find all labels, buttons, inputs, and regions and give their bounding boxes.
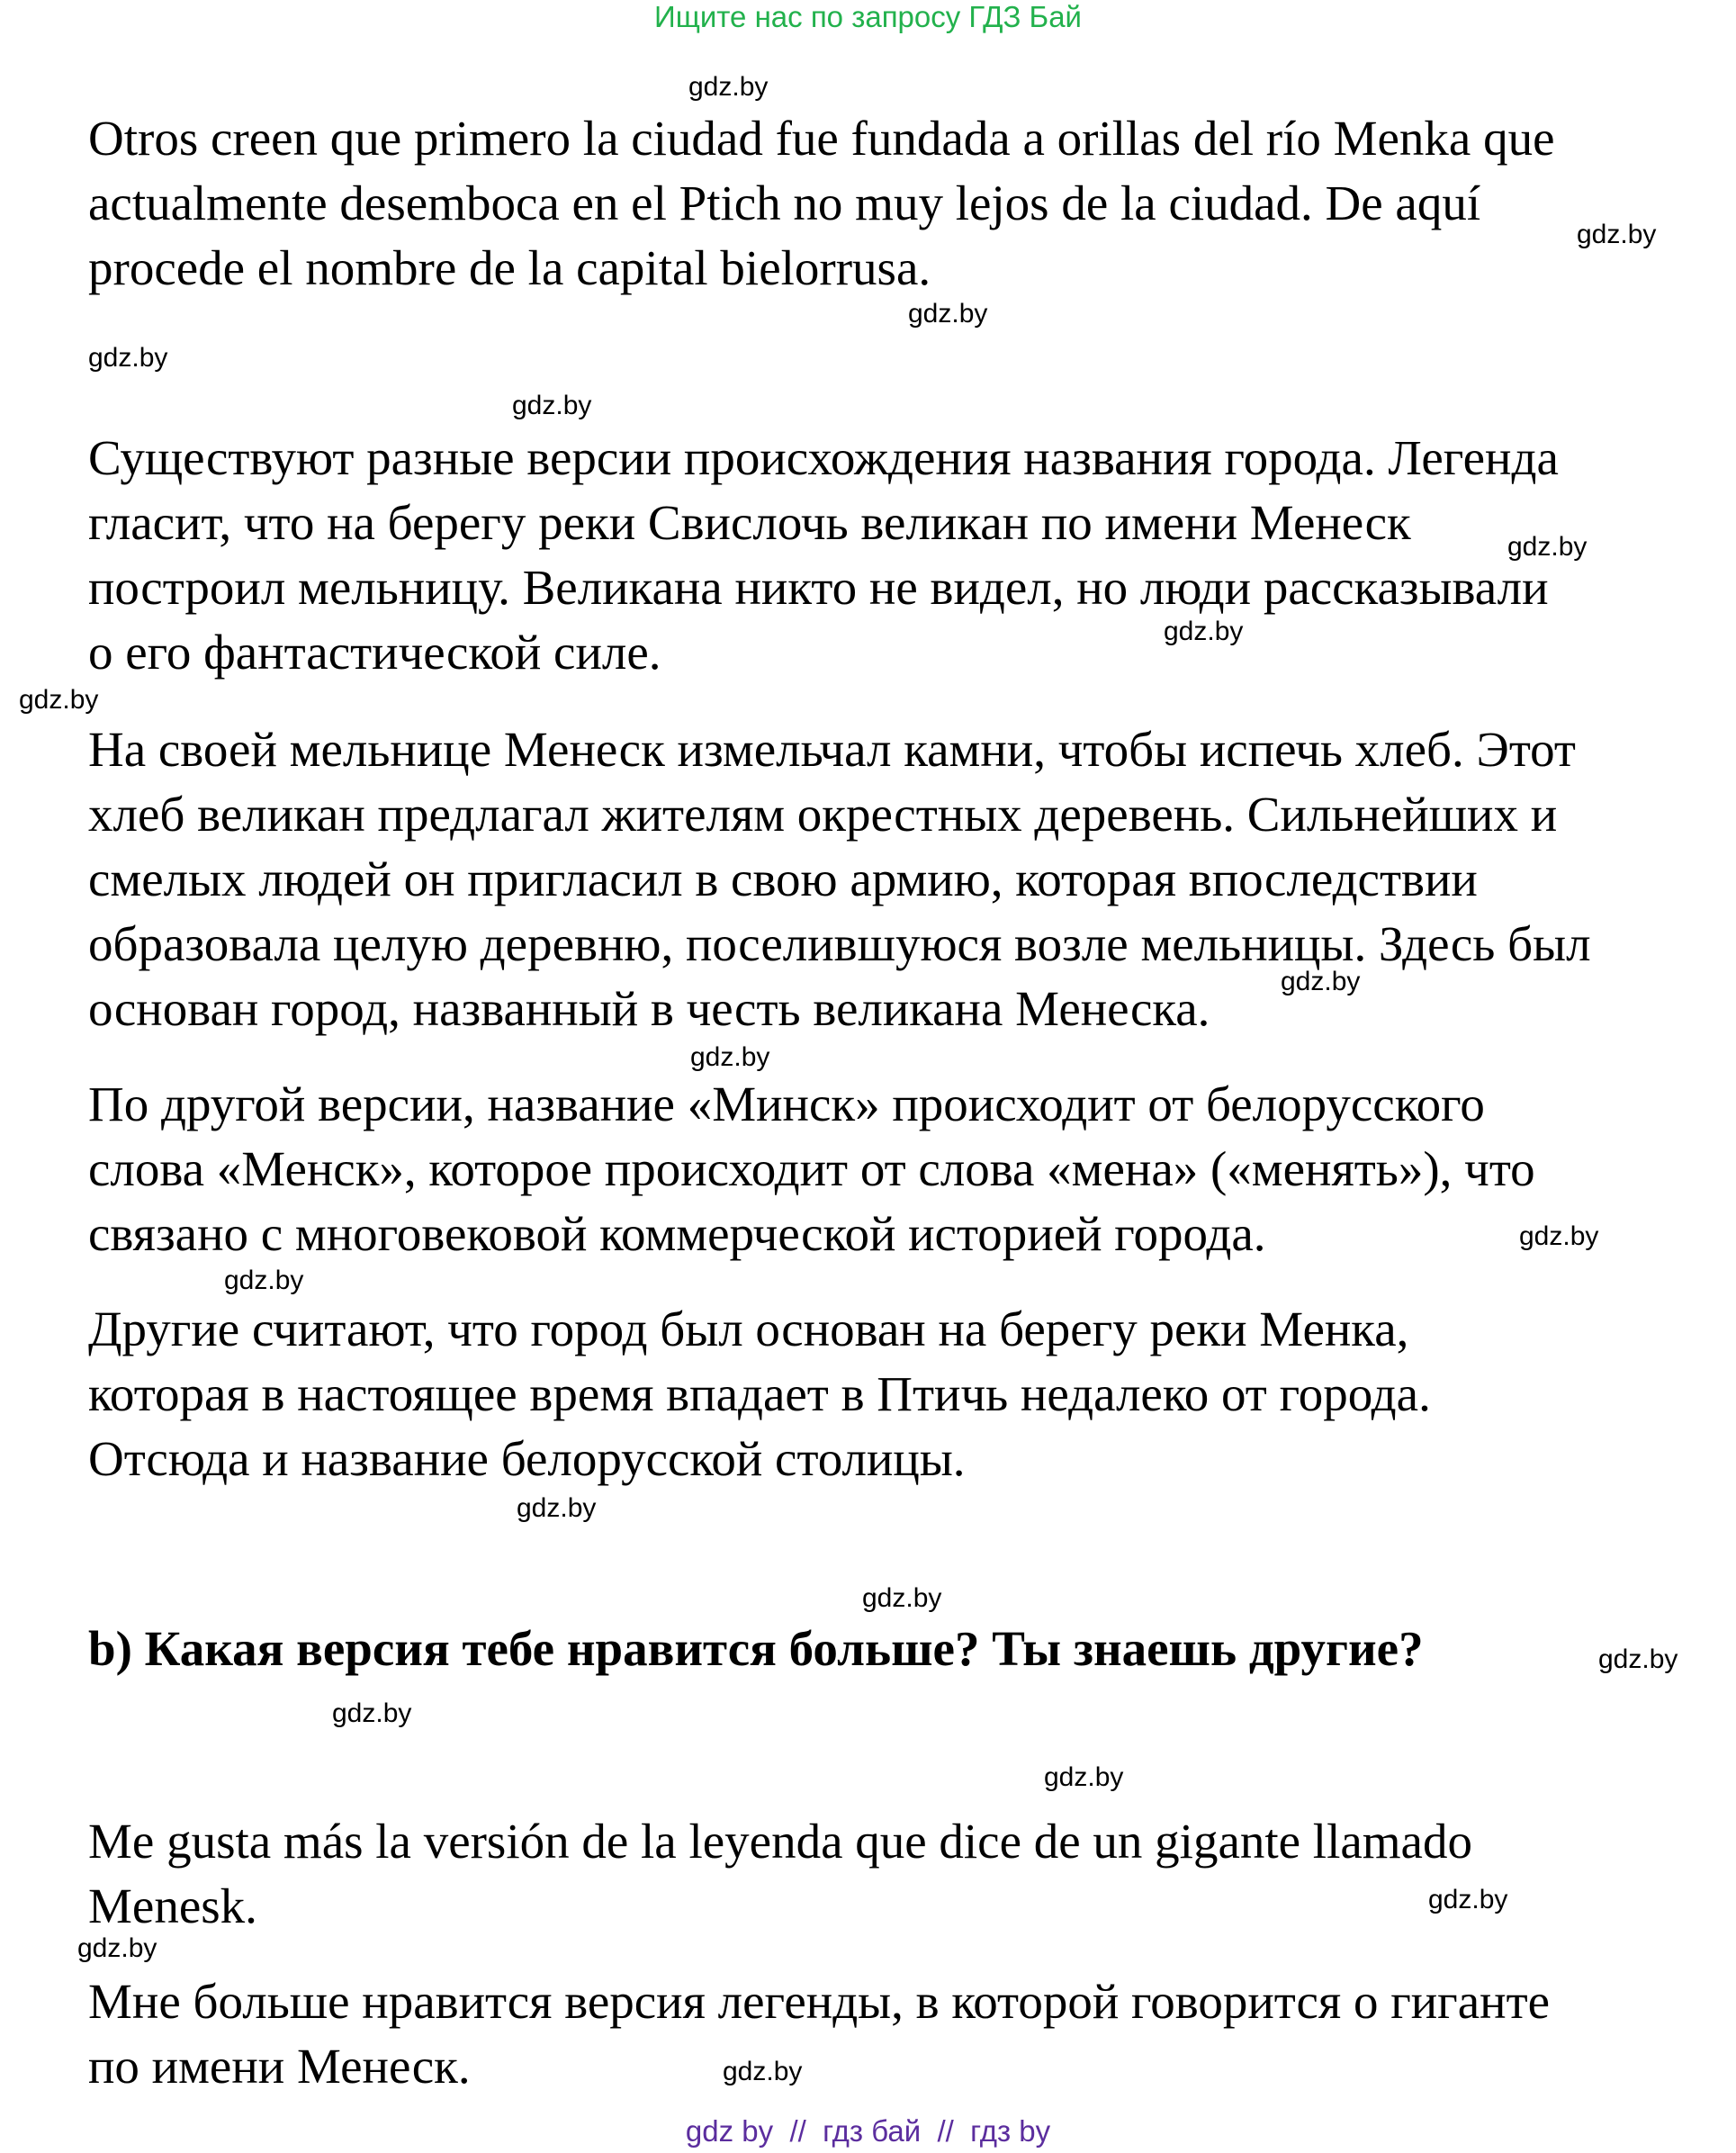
text-line: Otros creen que primero la ciudad fue fundada a orillas del río Menka que: [88, 111, 1555, 166]
watermark: gdz.by: [19, 685, 99, 715]
answer-russian: [88, 1969, 1708, 2099]
footer-links: gdz by // гдз бай // гдз by: [685, 2114, 1051, 2148]
text-line: основан город, названный в честь великана Менеска.: [88, 981, 1210, 1036]
text-line: связано с многовековой коммерческой историей города.: [88, 1206, 1266, 1261]
watermark: gdz.by: [688, 72, 769, 102]
watermark: gdz.by: [862, 1583, 942, 1613]
text-line: Отсюда и название белорусской столицы.: [88, 1431, 966, 1486]
text-line: о его фантастической силе.: [88, 625, 661, 680]
text-line: actualmente desemboca en el Ptich no muy lejos de la ciudad. De aquí: [88, 176, 1481, 230]
watermark: gdz.by: [1507, 532, 1588, 562]
watermark: gdz.by: [1598, 1644, 1678, 1674]
text-line: Me gusta más la versión de la leyenda que dice de un gigante llamado: [88, 1814, 1472, 1869]
watermark: gdz.by: [1281, 967, 1361, 996]
answer-spanish: [88, 1809, 1708, 1939]
text-line: Menesk.: [88, 1878, 257, 1933]
watermark: gdz.by: [332, 1698, 412, 1728]
text-line: построил мельницу. Великана никто не видел, но люди рассказывали: [88, 560, 1549, 615]
text-line: которая в настоящее время впадает в Птичь недалеко от города.: [88, 1366, 1431, 1421]
text-line: слова «Менск», которое происходит от слова «мена» («менять»), что: [88, 1141, 1535, 1196]
watermark: gdz.by: [1044, 1762, 1124, 1792]
text-line: хлеб великан предлагал жителям окрестных деревень. Сильнейших и: [88, 787, 1558, 842]
watermark: gdz.by: [1519, 1221, 1599, 1251]
watermark: gdz.by: [690, 1042, 770, 1072]
watermark: gdz.by: [1428, 1885, 1508, 1914]
watermark: gdz.by: [723, 2057, 803, 2086]
text-line: гласит, что на берегу реки Свислочь великан по имени Менеск: [88, 495, 1411, 550]
watermark: gdz.by: [1164, 617, 1244, 646]
paragraph-spanish-origin: [88, 106, 1708, 301]
paragraph-menka-version: [88, 1297, 1708, 1491]
text-line: Мне больше нравится версия легенды, в которой говорится о гиганте: [88, 1974, 1551, 2029]
watermark: gdz.by: [224, 1266, 304, 1295]
search-banner: Ищите нас по запросу ГДЗ Бай: [654, 0, 1082, 33]
text-line: по имени Менеск.: [88, 2039, 471, 2094]
watermark: gdz.by: [77, 1933, 157, 1963]
text-line: Существуют разные версии происхождения названия города. Легенда: [88, 430, 1559, 485]
text-line: Другие считают, что город был основан на берегу реки Менка,: [88, 1302, 1409, 1356]
question-heading: b) Какая версия тебе нравится больше? Ты знаешь другие?: [88, 1621, 1424, 1676]
watermark: gdz.by: [512, 391, 592, 420]
text-line: образовала целую деревню, поселившуюся возле мельницы. Здесь был: [88, 916, 1591, 971]
watermark: gdz.by: [908, 299, 988, 329]
text-line: На своей мельнице Менеск измельчал камни, чтобы испечь хлеб. Этот: [88, 722, 1576, 777]
paragraph-trade-version: [88, 1072, 1708, 1266]
watermark: gdz.by: [1577, 220, 1657, 249]
paragraph-legend: [88, 426, 1708, 685]
text-line: По другой версии, название «Минск» происходит от белорусского: [88, 1076, 1485, 1131]
watermark: gdz.by: [517, 1493, 597, 1523]
text-line: смелых людей он пригласил в свою армию, которая впоследствии: [88, 851, 1478, 906]
text-line: procede el nombre de la capital bielorrusa.: [88, 240, 931, 295]
paragraph-mill: [88, 717, 1708, 1041]
watermark: gdz.by: [88, 343, 168, 373]
